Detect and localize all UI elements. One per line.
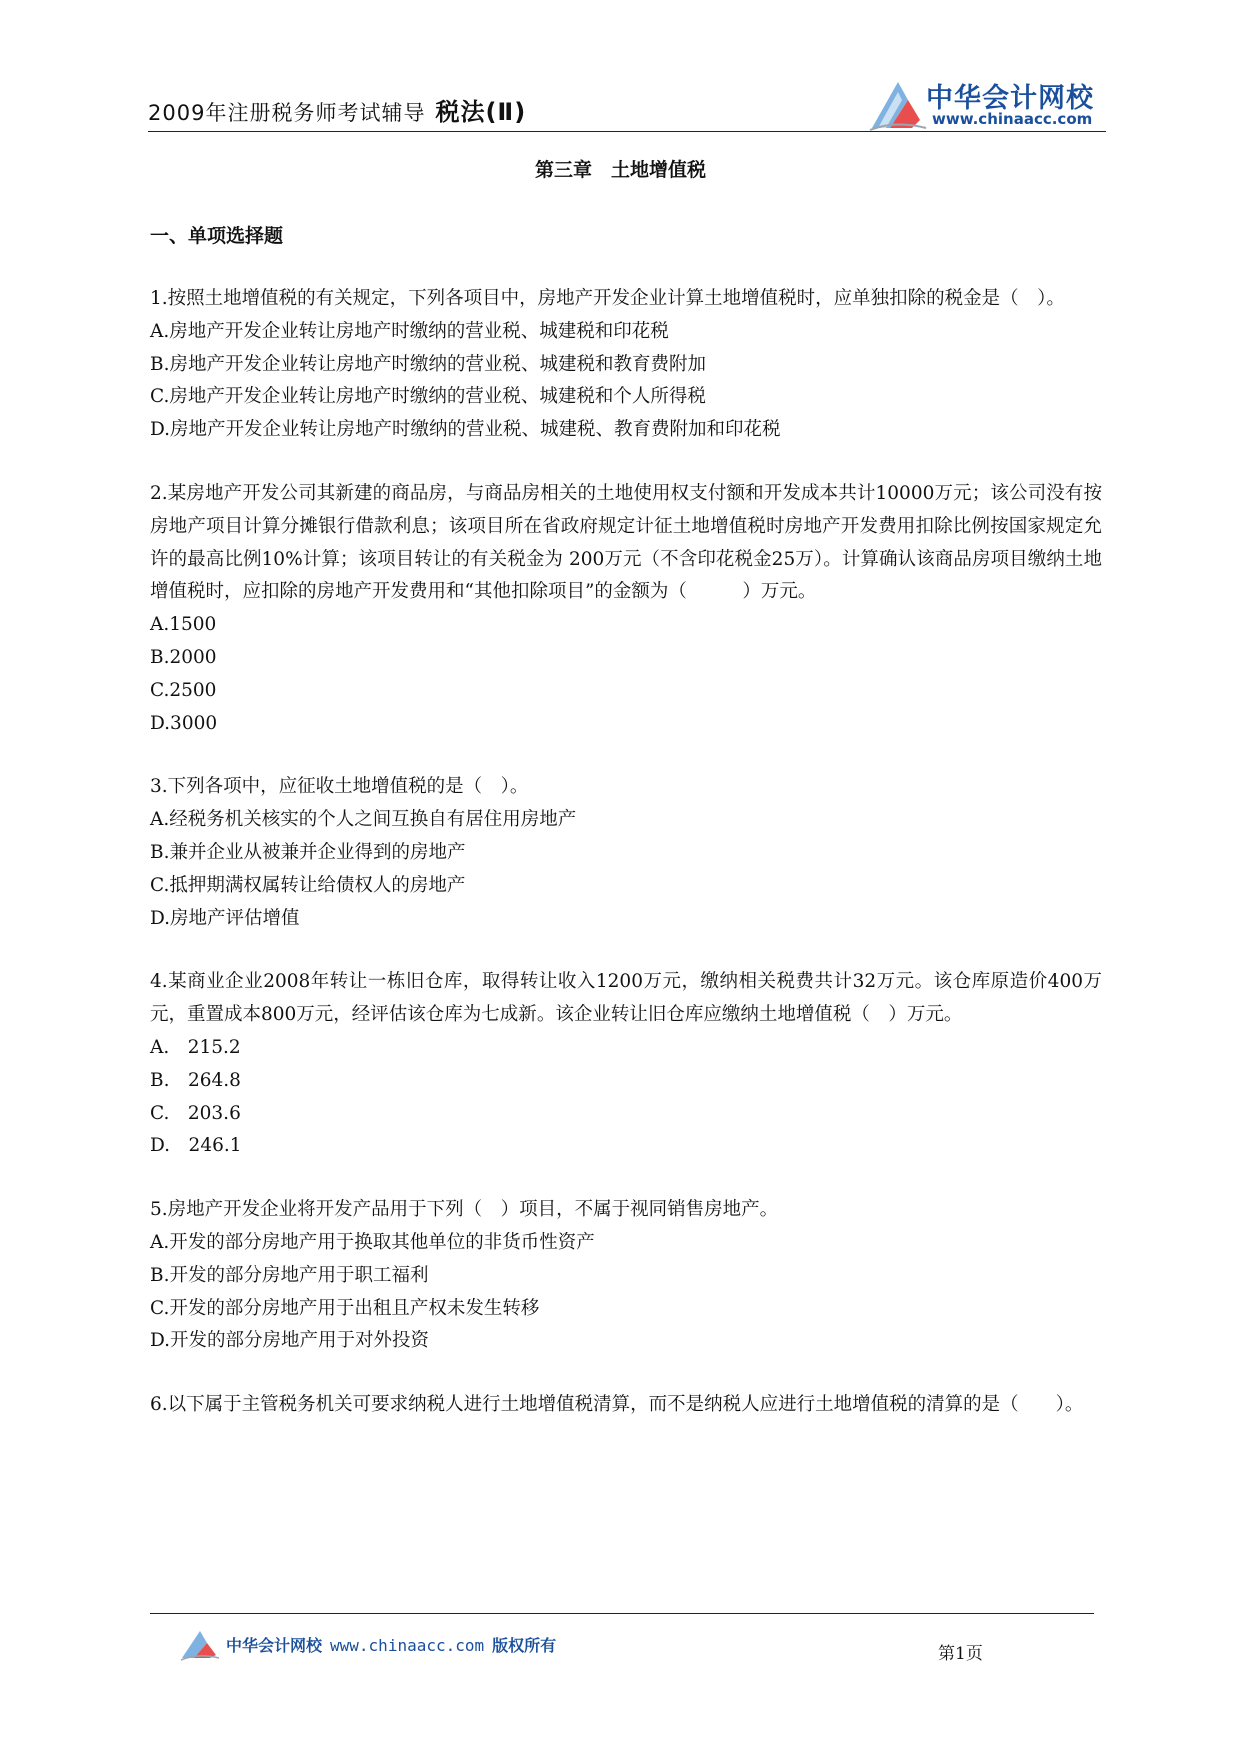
logo-name: 中华会计网校: [926, 83, 1094, 114]
option-b: B.兼并企业从被兼并企业得到的房地产: [150, 841, 466, 863]
footer-url: www.chinaacc.com: [330, 1636, 485, 1655]
footer-copyright: [226, 1633, 556, 1656]
question-stem: 4.某商业企业2008年转让一栋旧仓库，取得转让收入1200万元，缴纳相关税费共计32万元。该仓库原造价400万元，重置成本800万元，经评估该仓库为七成新。该企业转让旧仓库应缴纳土地增值税（ ）万元。: [150, 971, 1102, 1026]
option-a: A.开发的部分房地产用于换取其他单位的非货币性资产: [150, 1231, 595, 1253]
logo-url: www.chinaacc.com: [932, 110, 1093, 128]
section-title: 一、单项选择题: [150, 225, 284, 247]
question-1: [150, 283, 1102, 447]
option-c: C. 203.6: [150, 1102, 241, 1124]
option-c: C.2500: [150, 679, 217, 701]
option-a: A.房地产开发企业转让房地产时缴纳的营业税、城建税和印花税: [150, 320, 669, 342]
header-divider: [148, 131, 1106, 132]
question-stem: 5.房地产开发企业将开发产品用于下列（ ）项目，不属于视同销售房地产。: [150, 1199, 779, 1221]
option-c: C.抵押期满权属转让给债权人的房地产: [150, 874, 466, 896]
option-c: C.房地产开发企业转让房地产时缴纳的营业税、城建税和个人所得税: [150, 386, 706, 408]
footer-divider: [150, 1613, 1094, 1614]
brand-logo: [868, 76, 1106, 132]
option-b: B.房地产开发企业转让房地产时缴纳的营业税、城建税和教育费附加: [150, 353, 706, 375]
option-d: D.3000: [150, 712, 218, 734]
question-stem: 1.按照土地增值税的有关规定，下列各项目中，房地产开发企业计算土地增值税时，应单独扣除的税金是（ ）。: [150, 288, 1065, 309]
option-d: D.开发的部分房地产用于对外投资: [150, 1330, 430, 1352]
question-stem: 2.某房地产开发公司其新建的商品房，与商品房相关的土地使用权支付额和开发成本共计10000万元；该公司没有按房地产项目计算分摊银行借款利息；该项目所在省政府规定计征土地增值税时房地产开发费用扣除比例按国家规定允许的最高比例10%计算；该项目转让的有关税金为 200万元（不含印花税金25万）。计算确认该商品房项目缴纳土地增值税时，应扣除的房地产开发费用和“其他扣除项目”的金额为（ ）万元。: [150, 482, 1102, 603]
option-d: D. 246.1: [150, 1135, 242, 1157]
question-list: [150, 283, 1102, 1453]
header-exam-title: 2009年注册税务师考试辅导: [148, 101, 426, 125]
question-5: [150, 1194, 1102, 1358]
option-d: D.房地产开发企业转让房地产时缴纳的营业税、城建税、教育费附加和印花税: [150, 419, 781, 441]
question-stem: 3.下列各项中，应征收土地增值税的是（ ）。: [150, 776, 529, 798]
chapter-title: 第三章 土地增值税: [534, 159, 706, 181]
option-c: C.开发的部分房地产用于出租且产权未发生转移: [150, 1297, 540, 1319]
option-a: A.经税务机关核实的个人之间互换自有居住用房地产: [150, 809, 577, 831]
option-d: D.房地产评估增值: [150, 907, 300, 929]
logo-triangle-icon: [868, 76, 928, 132]
question-stem: 6.以下属于主管税务机关可要求纳税人进行土地增值税清算，而不是纳税人应进行土地增值税的清算的是（ ）。: [150, 1394, 1084, 1416]
question-2: [150, 478, 1102, 740]
option-b: B.2000: [150, 646, 217, 668]
header-subject: 税法(Ⅱ): [435, 98, 527, 126]
question-6: [150, 1389, 1102, 1422]
page-number: 第1页: [938, 1644, 983, 1664]
footer-rights: 版权所有: [492, 1636, 557, 1655]
option-b: B.开发的部分房地产用于职工福利: [150, 1264, 429, 1286]
question-3: [150, 771, 1102, 935]
option-a: A. 215.2: [150, 1036, 241, 1058]
question-4: [150, 966, 1102, 1163]
footer-brand: 中华会计网校: [226, 1636, 323, 1655]
footer-logo-icon: [180, 1627, 220, 1661]
header-title: [148, 92, 526, 127]
option-a: A.1500: [150, 614, 217, 636]
option-b: B. 264.8: [150, 1069, 241, 1091]
